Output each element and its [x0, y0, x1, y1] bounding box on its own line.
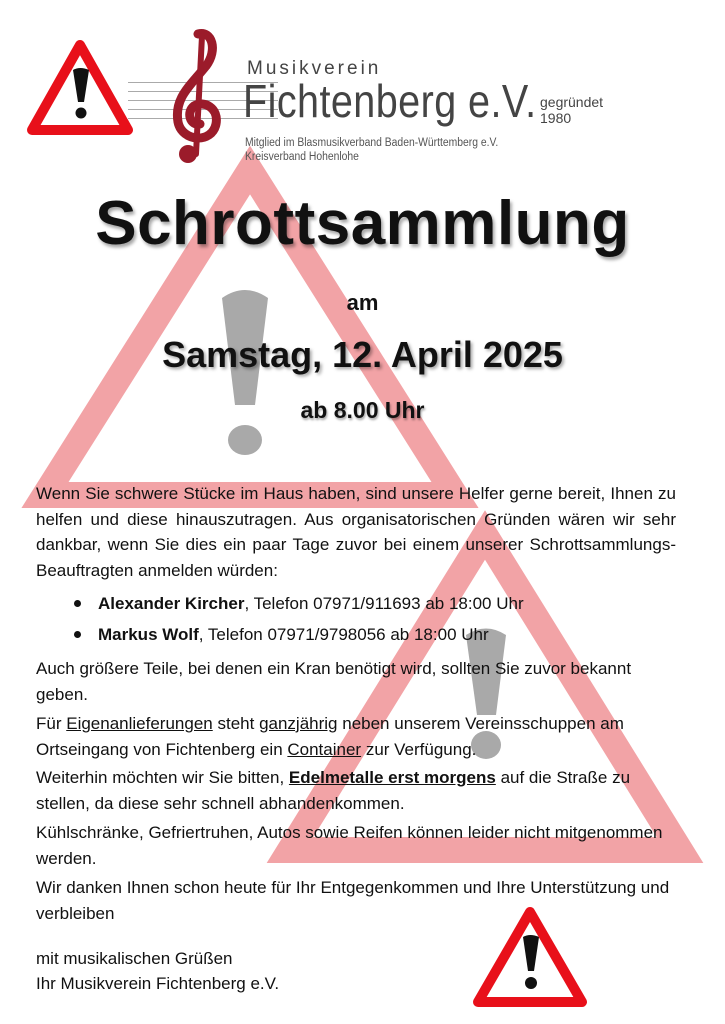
- founded-year: 1980: [540, 110, 572, 126]
- event-time: ab 8.00 Uhr: [300, 397, 425, 423]
- crane-paragraph: Auch größere Teile, bei denen ein Kran benötigt wird, sollten Sie zuvor bekannt geben.: [36, 659, 632, 704]
- delivery-emphasis: ganzjährig: [259, 714, 338, 733]
- treble-clef-icon: [160, 26, 230, 166]
- contact-details: , Telefon 07971/911693 ab 18:00 Uhr: [244, 594, 524, 613]
- association-note: [245, 136, 498, 164]
- metals-paragraph: [36, 765, 676, 816]
- contact-name: Alexander Kircher: [98, 594, 245, 613]
- closing-greeting: mit musikalischen Grüßen: [36, 949, 233, 968]
- thanks-paragraph: Wir danken Ihnen schon heute für Ihr Entgegenkommen und Ihre Unterstützung und verbleiben: [36, 878, 670, 923]
- association-line-2: Kreisverband Hohenlohe: [245, 151, 359, 163]
- intro-paragraph: Wenn Sie schwere Stücke im Haus haben, sind unsere Helfer gerne bereit, Ihnen zu helfen und diese hinauszutragen. Aus organisatorischen Gründen wären wir sehr dankbar, wenn Sie dies ein paar Tage zuvor bei einem unserer Schrottsammlungs-Beauftragten anmelden würden:: [36, 484, 676, 580]
- club-name-large: Fichtenberg e.V.: [243, 75, 537, 127]
- delivery-text: neben unserem Vereinsschuppen am Ortseingang von Fichtenberg ein: [36, 714, 624, 759]
- delivery-text: steht: [212, 714, 260, 733]
- founded-label: gegründet: [540, 94, 604, 110]
- date-preposition: am: [346, 290, 379, 315]
- list-item: [74, 619, 674, 650]
- delivery-emphasis: Container: [287, 739, 362, 759]
- contact-details: , Telefon 07971/9798056 ab 18:00 Uhr: [198, 625, 489, 644]
- association-line-1: Mitglied im Blasmusikverband Baden-Württemberg e.V.: [245, 137, 499, 149]
- metals-text: Weiterhin möchten wir Sie bitten,: [36, 768, 289, 787]
- contact-name: Markus Wolf: [98, 625, 199, 644]
- metals-emphasis: Edelmetalle erst morgens: [288, 768, 496, 787]
- event-date: Samstag, 12. April 2025: [162, 334, 563, 375]
- closing-signature: Ihr Musikverein Fichtenberg e.V.: [36, 974, 280, 993]
- metals-text: auf die Straße zu stellen, da diese sehr schnell abhandenkommen.: [36, 768, 631, 813]
- page-title: Schrottsammlung: [95, 189, 630, 258]
- delivery-emphasis: Eigenanlieferungen: [66, 714, 213, 733]
- contact-list: [74, 588, 674, 650]
- delivery-paragraph: [36, 711, 676, 762]
- list-item: [74, 588, 674, 619]
- excluded-items-paragraph: Kühlschränke, Gefriertruhen, Autos sowie Reifen können leider nicht mitgenommen werden.: [36, 823, 663, 868]
- founded-note: [540, 94, 603, 126]
- club-name-small: Musikverein: [247, 58, 382, 79]
- delivery-text: Für: [36, 714, 67, 733]
- delivery-text: zur Verfügung.: [361, 739, 477, 759]
